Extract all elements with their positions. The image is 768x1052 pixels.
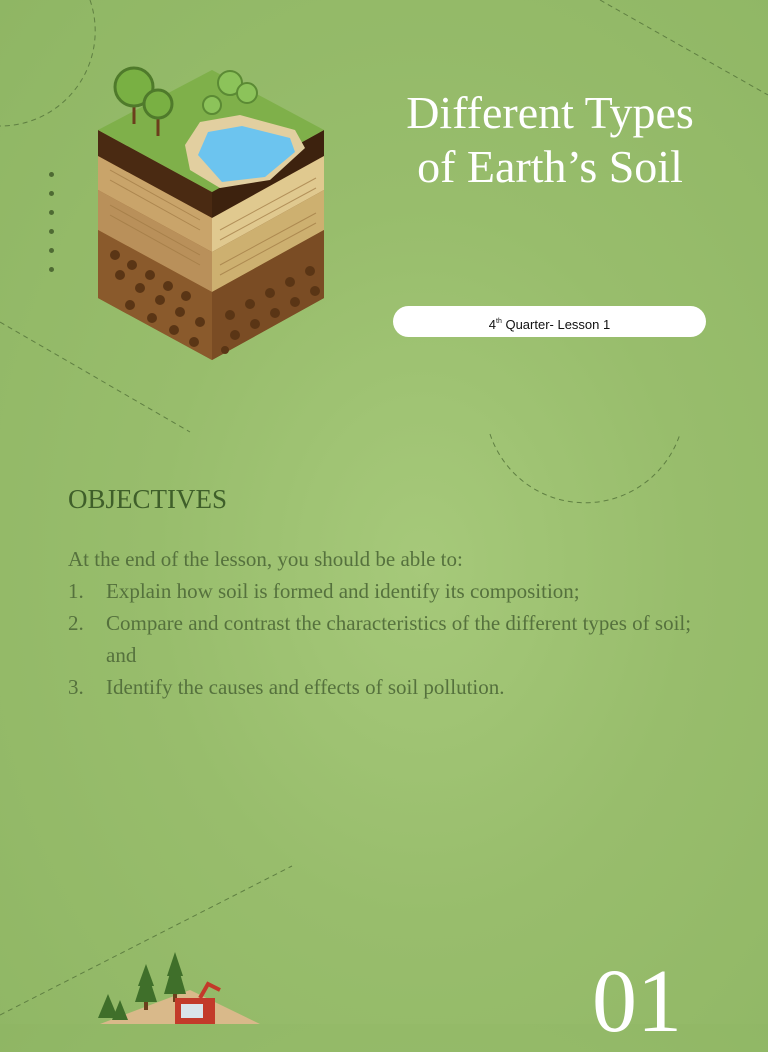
decorative-dots (49, 172, 55, 282)
objective-text: Identify the causes and effects of soil pollution. (106, 675, 505, 699)
objectives-intro: At the end of the lesson, you should be able to: (68, 547, 463, 571)
objective-number: 2. (68, 611, 84, 635)
objective-text: Explain how soil is formed and identify its composition; (106, 579, 580, 603)
objective-number: 3. (68, 675, 84, 699)
lesson-label: Quarter- Lesson 1 (501, 317, 611, 332)
objective-item (68, 575, 708, 607)
forest-excavator-illustration (80, 950, 260, 1024)
slide-title (375, 86, 725, 194)
slide-title-line-1: Different Types (406, 87, 694, 138)
objective-item (68, 671, 708, 703)
objective-text: Compare and contrast the characteristics of the different types of soil; and (106, 611, 692, 667)
soil-layers-illustration (90, 60, 330, 370)
quarter-ordinal-suffix: th (496, 318, 502, 325)
objectives-heading: OBJECTIVES (68, 484, 228, 514)
objective-item (68, 607, 708, 671)
objectives-list (68, 575, 708, 703)
lesson-subtitle-pill (393, 306, 706, 337)
objective-number: 1. (68, 579, 84, 603)
slide-title-line-2: of Earth’s Soil (417, 141, 683, 192)
page-number: 01 (592, 952, 682, 1051)
quarter-number: 4 (488, 317, 496, 332)
